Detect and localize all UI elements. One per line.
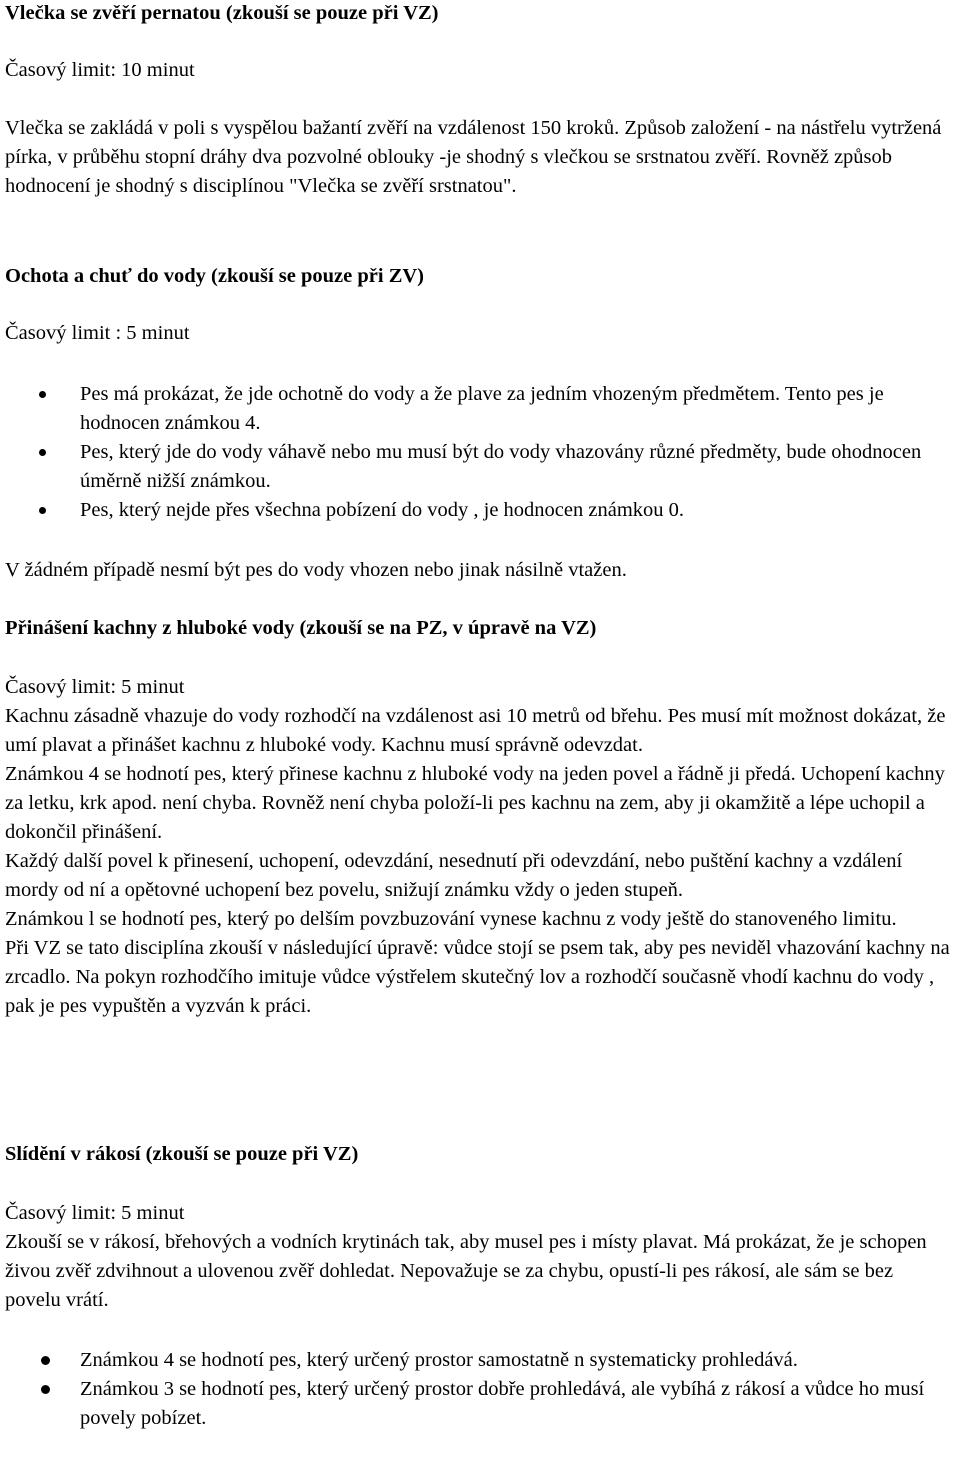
paragraph: Každý další povel k přinesení, uchopení, odevzdání, nesednutí při odevzdání, nebo puštění kachny a vzdálení mordy od ní a opětovné uchopení bez povelu, snižují známku vždy o jeden stupeň. bbox=[5, 850, 903, 901]
time-limit: Časový limit : 5 minut bbox=[5, 322, 190, 344]
time-limit: Časový limit: 5 minut bbox=[5, 676, 185, 698]
paragraph: Kachnu zásadně vhazuje do vody rozhodčí na vzdálenost asi 10 metrů od břehu. Pes musí mít možnost dokázat, že umí plavat a přinášet kachnu z hluboké vody. Kachnu musí správně odevzdat. bbox=[5, 705, 946, 756]
time-limit: Časový limit: 10 minut bbox=[5, 59, 195, 81]
section-heading-slideni-v-rakosi: Slídění v rákosí (zkouší se pouze při VZ) bbox=[5, 1143, 359, 1165]
list-item: Známkou 3 se hodnotí pes, který určený prostor dobře prohledává, ale vybíhá z rákosí a vůdce ho musí povely pobízet. bbox=[5, 1375, 960, 1433]
time-limit: Časový limit: 5 minut bbox=[5, 1202, 185, 1224]
section-heading-vlecka-pernata: Vlečka se zvěří pernatou (zkouší se pouze při VZ) bbox=[5, 2, 439, 24]
section-note: V žádném případě nesmí být pes do vody vhozen nebo jinak násilně vtažen. bbox=[5, 559, 627, 581]
section-body: Zkouší se v rákosí, břehových a vodních krytinách tak, aby musel pes i místy plavat. Má prokázat, že je schopen živou zvěř zdvihnout a ulovenou zvěř dohledat. Nepovažuje se za chybu, opustí-li pes rákosí, ale sám se bez povelu vrátí. bbox=[5, 1231, 927, 1311]
section-body: Vlečka se zakládá v poli s vyspělou bažantí zvěří na vzdálenost 150 kroků. Způsob založení - na nástřelu vytržená pírka, v průběhu stopní dráhy dva pozvolné oblouky -je shodný s vlečkou se srstnatou zvěří. Rovněž způsob hodnocení je shodný s disciplínou "Vlečka se zvěří srstnatou". bbox=[5, 117, 942, 197]
list-item: Pes má prokázat, že jde ochotně do vody a že plave za jedním vhozeným předmětem. Tento pes je hodnocen známkou 4. bbox=[5, 380, 960, 438]
section-body bbox=[5, 673, 960, 1021]
paragraph: Známkou 4 se hodnotí pes, který přinese kachnu z hluboké vody na jeden povel a řádně ji předá. Uchopení kachny za letku, krk apod. není chyba. Rovněž není chyba položí-li pes kachnu na zem, aby ji okamžitě a lépe uchopil a dokončil přinášení. bbox=[5, 763, 945, 843]
list-item: Pes, který jde do vody váhavě nebo mu musí být do vody vhazovány různé předměty, bude ohodnocen úměrně nižší známkou. bbox=[5, 438, 960, 496]
list-item: Známkou 4 se hodnotí pes, který určený prostor samostatně n systematicky prohledává. bbox=[5, 1346, 960, 1375]
paragraph: Známkou l se hodnotí pes, který po delším povzbuzování vynese kachnu z vody ještě do stanoveného limitu. bbox=[5, 908, 897, 930]
section-heading-ochota-do-vody: Ochota a chuť do vody (zkouší se pouze při ZV) bbox=[5, 265, 425, 287]
list-item: Pes, který nejde přes všechna pobízení do vody , je hodnocen známkou 0. bbox=[5, 496, 960, 525]
section-heading-prinaseni-kachny: Přinášení kachny z hluboké vody (zkouší se na PZ, v úpravě na VZ) bbox=[5, 617, 597, 639]
bullet-list bbox=[5, 380, 960, 525]
bullet-list bbox=[5, 1346, 960, 1433]
paragraph: Při VZ se tato disciplína zkouší v následující úpravě: vůdce stojí se psem tak, aby pes neviděl vhazování kachny na zrcadlo. Na pokyn rozhodčího imituje vůdce výstřelem skutečný lov a rozhodčí současně vhodí kachnu do vody , pak je pes vypuštěn a vyzván k práci. bbox=[5, 937, 950, 1017]
